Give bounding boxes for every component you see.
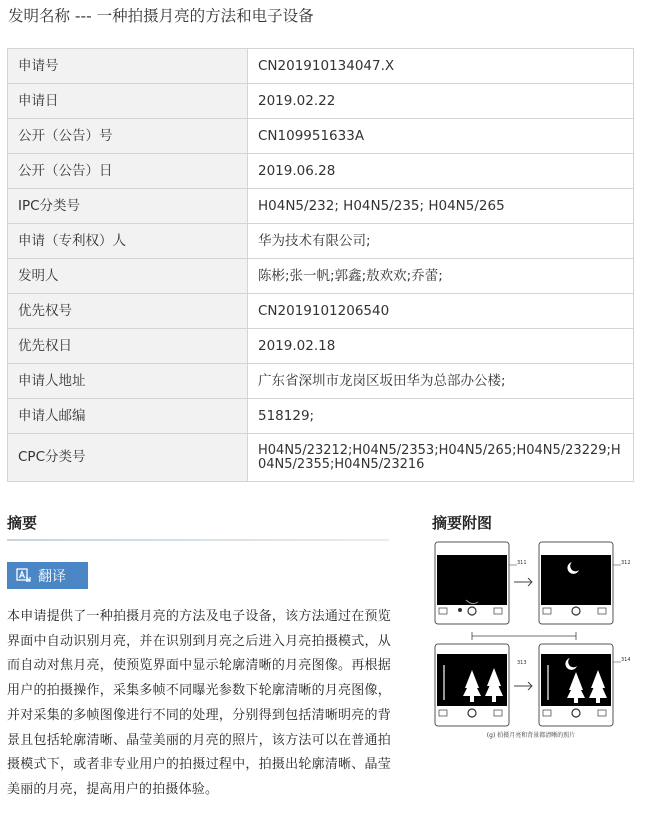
- info-row: [8, 434, 634, 482]
- info-value: CN109951633A: [248, 119, 634, 154]
- abstract-figure-heading: 摘要附图: [432, 514, 493, 532]
- info-key: 发明人: [8, 259, 248, 294]
- info-key: 申请人地址: [8, 364, 248, 399]
- info-value: 华为技术有限公司;: [248, 224, 634, 259]
- info-row: [8, 154, 634, 189]
- abstract-divider: [7, 539, 389, 541]
- figure-label-2: 312: [621, 560, 630, 566]
- info-row: [8, 399, 634, 434]
- info-value: 2019.02.22: [248, 84, 634, 119]
- info-value: H04N5/23212;H04N5/2353;H04N5/265;H04N5/23229;H04N5/2355;H04N5/23216: [248, 434, 634, 482]
- figure-drawing: [432, 540, 630, 740]
- figure-label-3: 313: [517, 660, 527, 666]
- info-row: [8, 329, 634, 364]
- figure-label-1: 311: [517, 560, 527, 566]
- info-key: 优先权日: [8, 329, 248, 364]
- info-row: [8, 49, 634, 84]
- abstract-figure[interactable]: [432, 540, 630, 740]
- figure-caption: (g) 拍摄月亮和背景都清晰的照片: [486, 732, 576, 739]
- info-key: 优先权号: [8, 294, 248, 329]
- phone-4: [539, 644, 621, 726]
- info-value: 2019.06.28: [248, 154, 634, 189]
- info-row: [8, 224, 634, 259]
- info-row: [8, 119, 634, 154]
- patent-info-table: [7, 48, 634, 482]
- figure-label-4: 314: [621, 657, 630, 663]
- info-key: 公开（公告）日: [8, 154, 248, 189]
- translate-label: 翻译: [38, 568, 66, 585]
- info-key: IPC分类号: [8, 189, 248, 224]
- abstract-text: 本申请提供了一种拍摄月亮的方法及电子设备，该方法通过在预览界面中自动识别月亮，并在识别到月亮之后进入月亮拍摄模式，从而自动对焦月亮，使预览界面中显示轮廓清晰的月亮图像。再根据用户的拍摄操作，采集多帧不同曝光参数下轮廓清晰的月亮图像，并对采集的多帧图像进行不同的处理，分别得到包括清晰明亮的背景且包括轮廓清晰、晶莹美丽的月亮的照片，该方法可以在普通拍摄模式下，或者非专业用户的拍摄过程中，拍摄出轮廓清晰、晶莹美丽的月亮，提高用户的拍摄体验。: [7, 609, 391, 797]
- info-key: 申请（专利权）人: [8, 224, 248, 259]
- info-key: 申请日: [8, 84, 248, 119]
- info-value: H04N5/232; H04N5/235; H04N5/265: [248, 189, 634, 224]
- translate-button[interactable]: [7, 562, 88, 589]
- info-row: [8, 259, 634, 294]
- info-key: CPC分类号: [8, 434, 248, 482]
- info-value: CN201910134047.X: [248, 49, 634, 84]
- translate-icon: [16, 568, 32, 584]
- info-value: 2019.02.18: [248, 329, 634, 364]
- info-value: 518129;: [248, 399, 634, 434]
- phone-2: [539, 542, 621, 624]
- info-row: [8, 84, 634, 119]
- info-row: [8, 189, 634, 224]
- page-title: 发明名称 --- 一种拍摄月亮的方法和电子设备: [8, 7, 314, 25]
- phone-1: [435, 542, 517, 624]
- info-row: [8, 364, 634, 399]
- info-value: CN2019101206540: [248, 294, 634, 329]
- phone-3: [435, 644, 509, 726]
- abstract-heading: 摘要: [7, 514, 38, 532]
- info-value: 陈彬;张一帆;郭鑫;敖欢欢;乔蕾;: [248, 259, 634, 294]
- info-key: 申请人邮编: [8, 399, 248, 434]
- info-value: 广东省深圳市龙岗区坂田华为总部办公楼;: [248, 364, 634, 399]
- info-key: 申请号: [8, 49, 248, 84]
- info-key: 公开（公告）号: [8, 119, 248, 154]
- info-row: [8, 294, 634, 329]
